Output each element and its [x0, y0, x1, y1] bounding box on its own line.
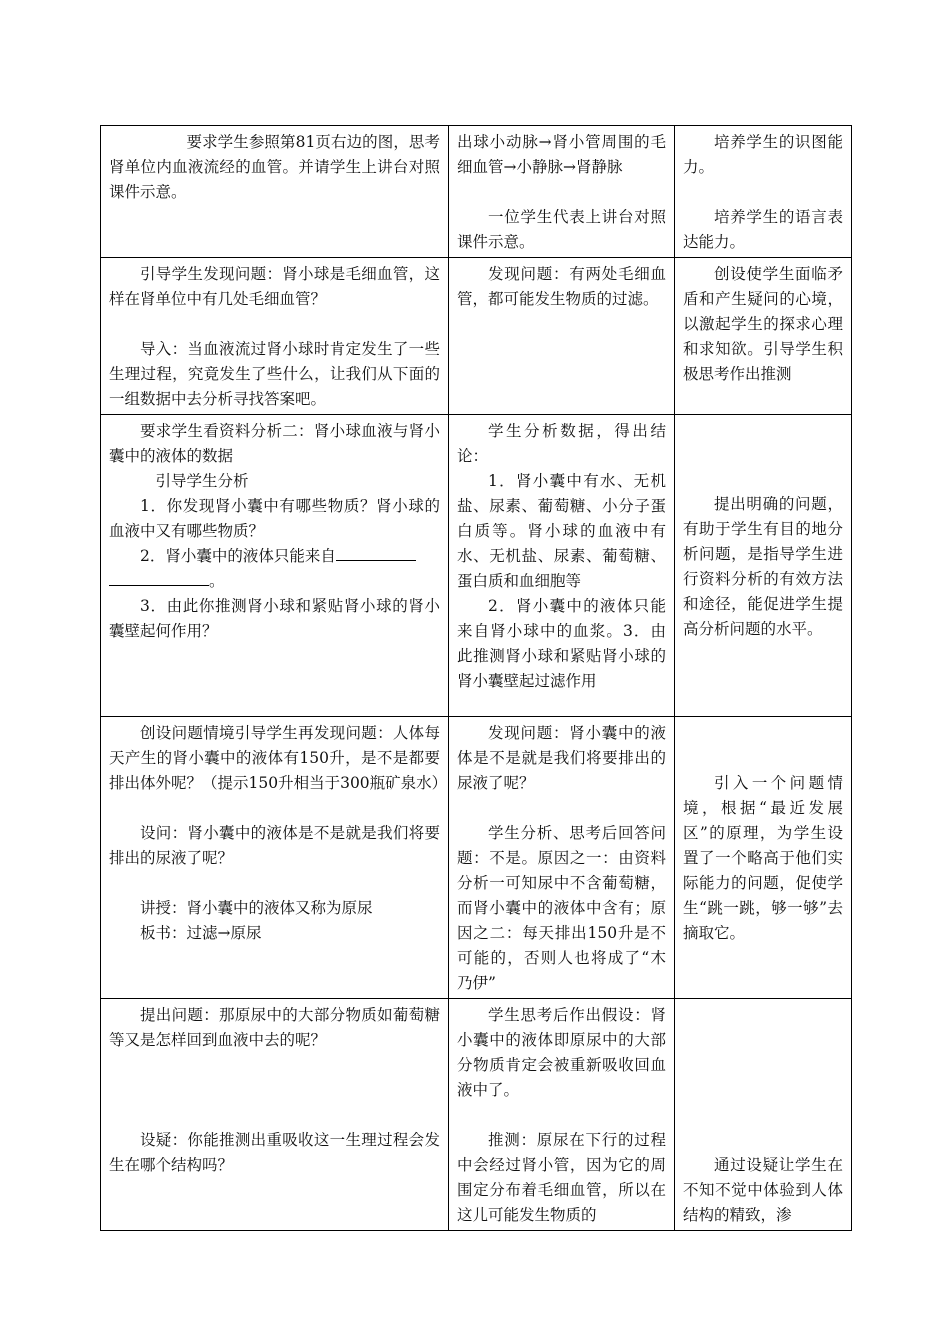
cell-text: 推测：原尿在下行的过程中会经过肾小管，因为它的周围定分布着毛细血管，所以在这儿可能发生物质的 [457, 1131, 666, 1224]
cell-text: 创设问题情境引导学生再发现问题：人体每天产生的肾小囊中的液体有150升，是不是都要排出体外呢？（提示150升相当于300瓶矿泉水） [109, 724, 448, 792]
student-activity-cell [449, 126, 675, 258]
cell-text: 2．肾小囊中的液体只能来自 [140, 547, 336, 565]
cell-text: 出球小动脉→肾小管周围的毛细血管→小静脉→肾静脉 [457, 133, 666, 176]
cell-text: 要求学生看资料分析二：肾小球血液与肾小囊中的液体的数据 [109, 422, 440, 465]
cell-text: 。 [209, 572, 225, 590]
cell-text: 引入一个问题情境，根据“最近发展区”的原理，为学生设置了一个略高于他们实际能力的问题，促使学生“跳一跳，够一够”去摘取它。 [683, 774, 843, 942]
answer-blank [109, 569, 209, 586]
cell-text: 3．由此你推测肾小球和紧贴肾小球的肾小囊壁起何作用？ [109, 597, 440, 640]
fill-in-question [109, 544, 440, 594]
cell-text: 讲授：肾小囊中的液体又称为原尿 [140, 899, 373, 917]
cell-text: 设疑：你能推测出重吸收这一生理过程会发生在哪个结构吗？ [109, 1131, 440, 1174]
cell-text: 创设使学生面临矛盾和产生疑问的心境，以激起学生的探求心理和求知欲。引导学生积极思考作出推测 [683, 265, 843, 383]
cell-text: 发现问题：肾小囊中的液体是不是就是我们将要排出的尿液了呢？ [457, 724, 666, 792]
table-row [101, 258, 852, 415]
design-purpose-cell [675, 258, 852, 415]
design-purpose-cell [675, 415, 852, 717]
student-activity-cell [449, 258, 675, 415]
cell-text: 2．肾小囊中的液体只能来自肾小球中的血浆。3．由此推测肾小球和紧贴肾小球的肾小囊壁起过滤作用 [457, 597, 666, 690]
cell-text: 引导学生分析 [155, 472, 249, 490]
table-row [101, 717, 852, 999]
cell-text: 设问：肾小囊中的液体是不是就是我们将要排出的尿液了呢？ [109, 824, 440, 867]
table-row [101, 999, 852, 1231]
cell-text: 通过设疑让学生在不知不觉中体验到人体结构的精致，渗 [683, 1156, 843, 1224]
lesson-plan-table [100, 125, 852, 1231]
student-activity-cell [449, 999, 675, 1231]
student-activity-cell [449, 717, 675, 999]
cell-text: 培养学生的识图能力。 [683, 133, 843, 176]
teacher-activity-cell [101, 717, 449, 999]
answer-blank [336, 544, 416, 561]
cell-text: 学生分析、思考后回答问题：不是。原因之一：由资料分析一可知尿中不含葡萄糖，而肾小囊中的液体中含有；原因之二：每天排出150升是不可能的，否则人也将成了“木乃伊” [457, 824, 666, 992]
cell-text: 提出明确的问题，有助于学生有目的地分析问题，是指导学生进行资料分析的有效方法和途径，能促进学生提高分析问题的水平。 [683, 494, 843, 638]
student-activity-cell [449, 415, 675, 717]
cell-text: 1．你发现肾小囊中有哪些物质？肾小球的血液中又有哪些物质？ [109, 497, 440, 540]
teacher-activity-cell [101, 126, 449, 258]
cell-text: 学生思考后作出假设：肾小囊中的液体即原尿中的大部分物质肯定会被重新吸收回血液中了。 [457, 1006, 666, 1099]
cell-text: 学生分析数据，得出结论： [457, 422, 666, 465]
cell-text: 板书：过滤→原尿 [140, 924, 262, 942]
teacher-activity-cell [101, 258, 449, 415]
design-purpose-cell [675, 126, 852, 258]
cell-text: 提出问题：那原尿中的大部分物质如葡萄糖等又是怎样回到血液中去的呢？ [109, 1006, 440, 1049]
table-row [101, 415, 852, 717]
cell-text: 发现问题：有两处毛细血管，都可能发生物质的过滤。 [457, 265, 666, 308]
cell-text: 培养学生的语言表达能力。 [683, 208, 843, 251]
table-row [101, 126, 852, 258]
design-purpose-cell [675, 717, 852, 999]
cell-text: 要求学生参照第81页右边的图，思考肾单位内血液流经的血管。并请学生上讲台对照课件示意。 [109, 133, 440, 201]
cell-text: 一位学生代表上讲台对照课件示意。 [457, 208, 666, 251]
design-purpose-cell [675, 999, 852, 1231]
teacher-activity-cell [101, 999, 449, 1231]
cell-text: 引导学生发现问题：肾小球是毛细血管，这样在肾单位中有几处毛细血管？ [109, 265, 440, 308]
cell-text: 1．肾小囊中有水、无机盐、尿素、葡萄糖、小分子蛋白质等。肾小球的血液中有水、无机盐、尿素、葡萄糖、蛋白质和血细胞等 [457, 472, 666, 590]
cell-text: 导入：当血液流过肾小球时肯定发生了一些生理过程，究竟发生了些什么，让我们从下面的一组数据中去分析寻找答案吧。 [109, 340, 440, 408]
teacher-activity-cell [101, 415, 449, 717]
